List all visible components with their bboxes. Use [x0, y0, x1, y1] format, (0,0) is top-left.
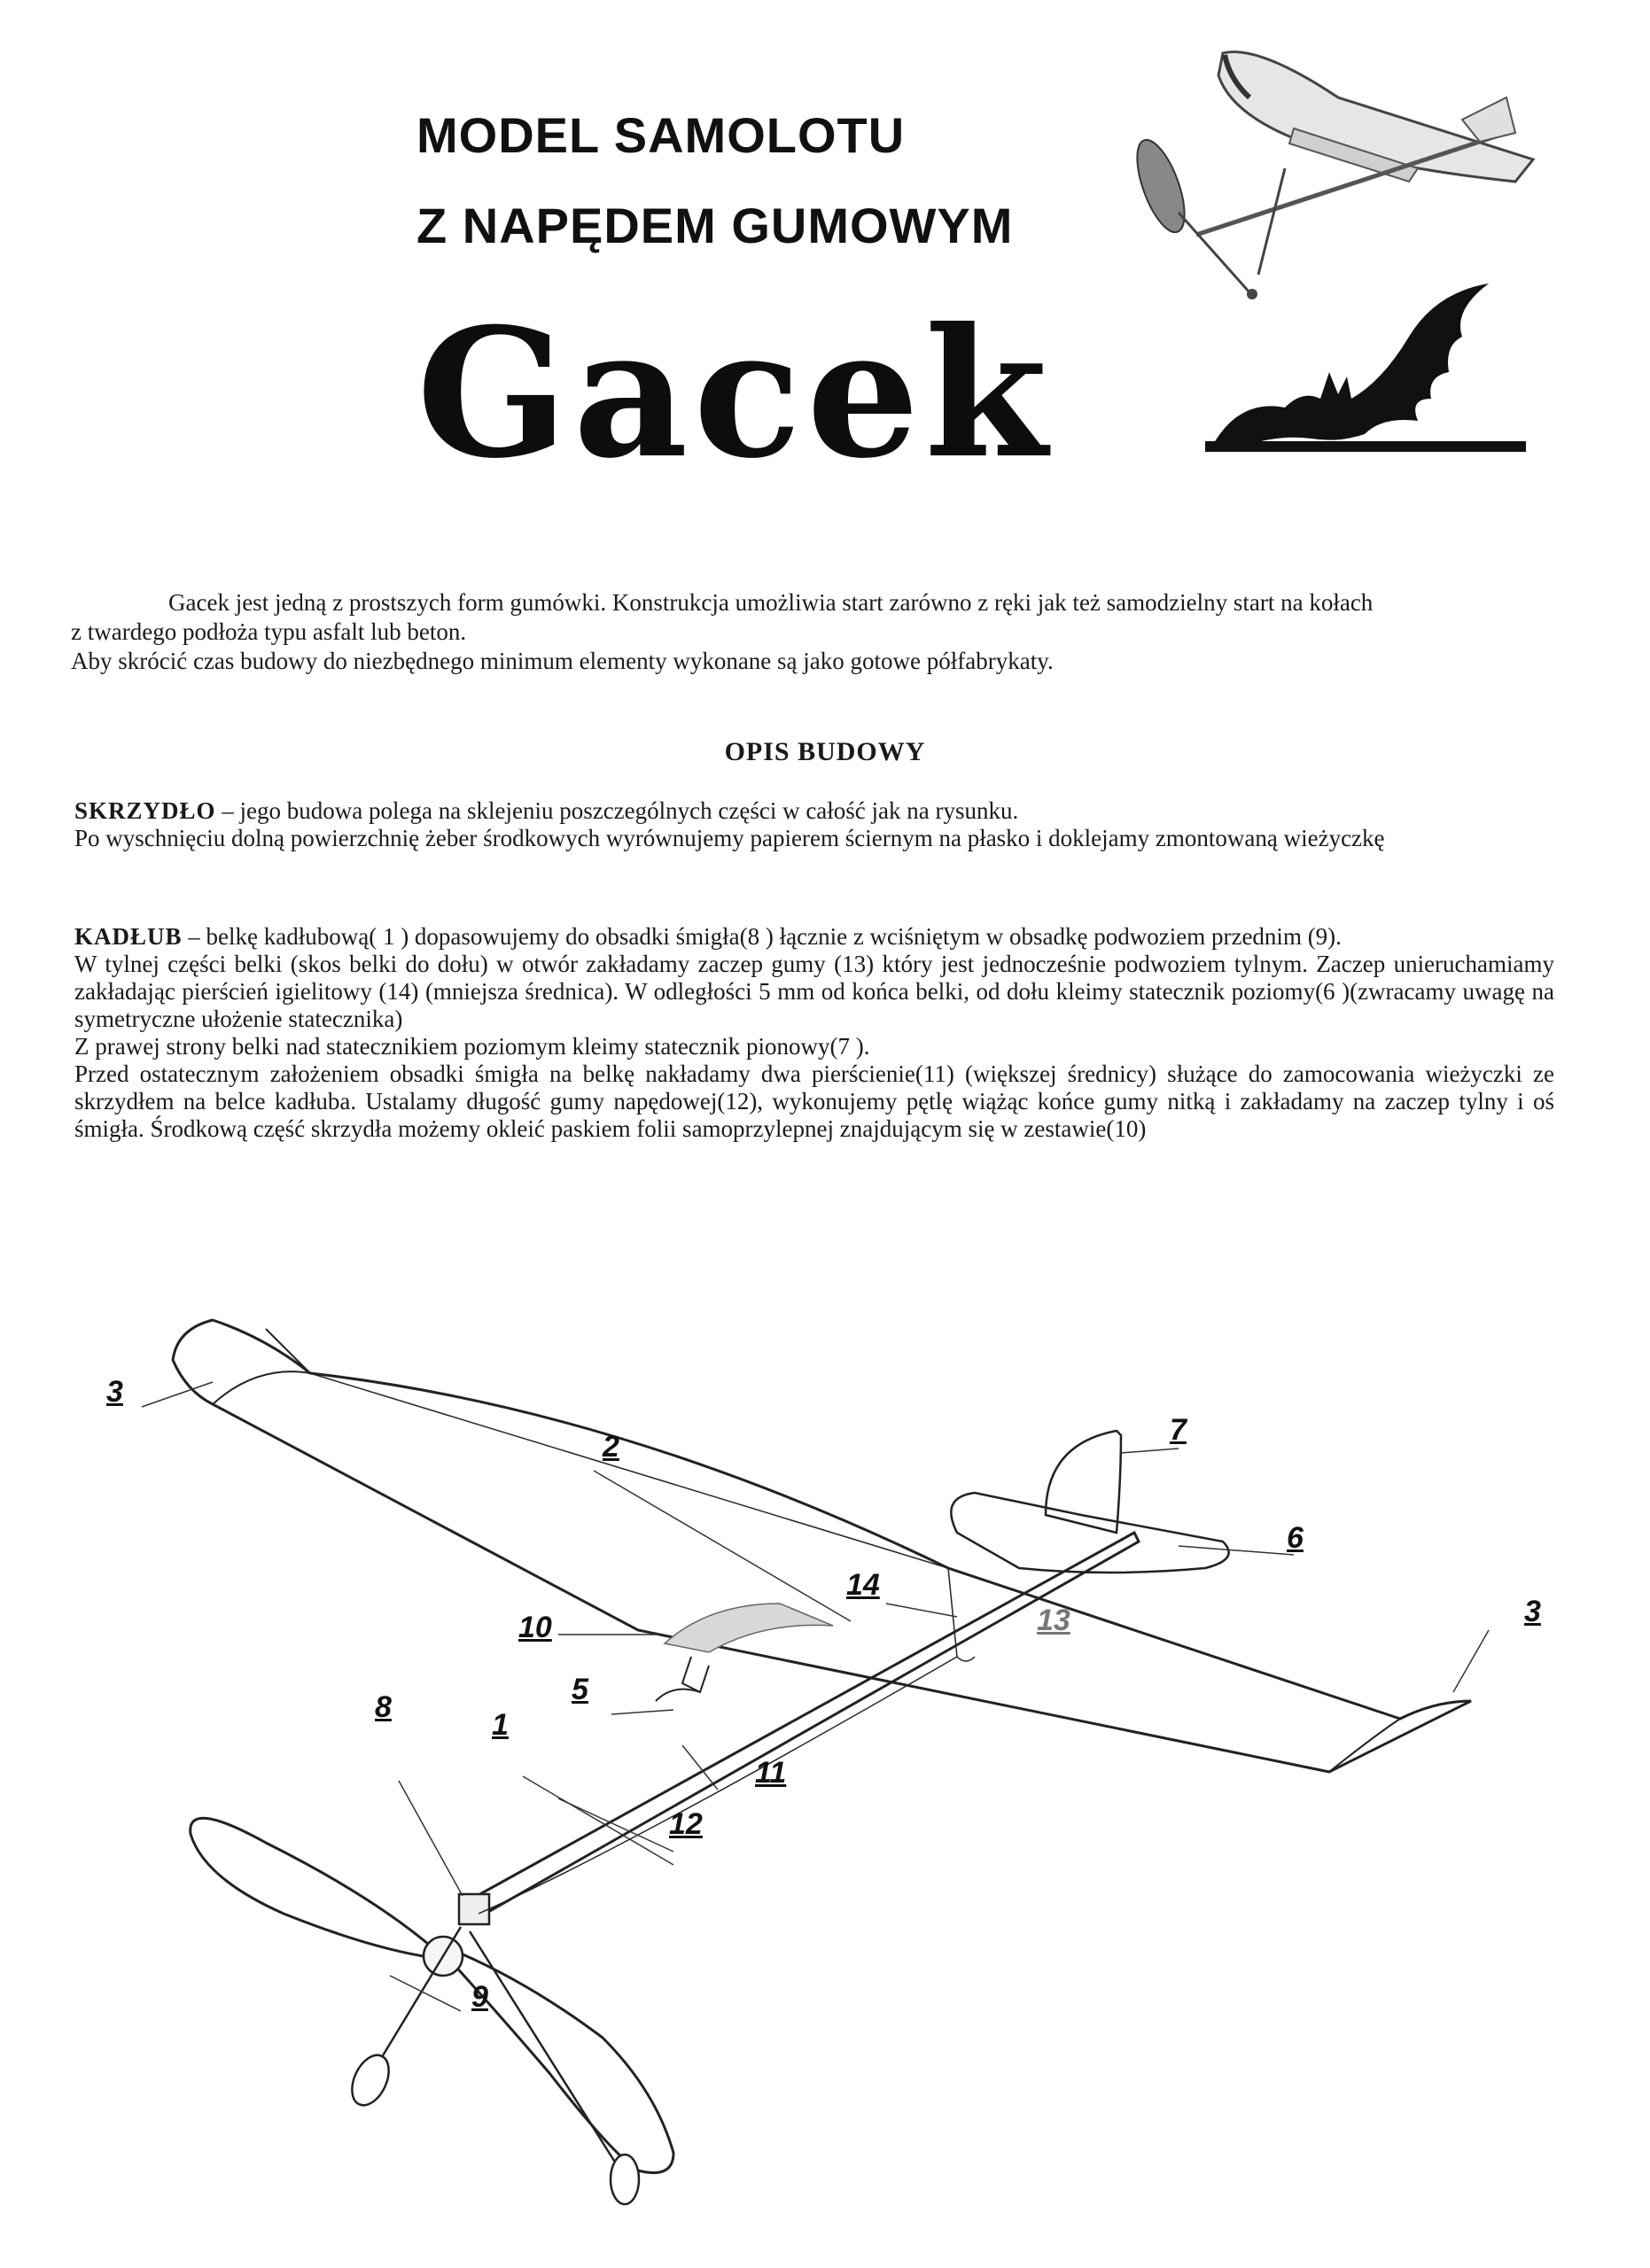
diagram-label-14: 14 — [846, 1568, 880, 1602]
fuselage-text-2: W tylnej części belki (skos belki do dołu) w otwór zakładamy zaczep gumy (13) który jest jednocześnie podwoziem tylnym. Zaczep unieruchamiamy zakładając pierścień igielitowy (14) (mniejsza średnica). W odległości 5 mm od końca belki, od dołu kleimy statecznik poziomy(6 )(zwracamy uwagę na symetryczne ułożenie statecznika) — [74, 951, 1554, 1032]
fuselage-text-3: Z prawej strony belki nad statecznikiem poziomym kleimy statecznik pionowy(7 ). — [74, 1033, 870, 1060]
wing-heading: SKRZYDŁO — [74, 797, 216, 824]
wing-text-1: – jego budowa polega na sklejeniu poszczególnych części w całość jak na rysunku. — [215, 797, 1019, 824]
logo-text: Gacek — [416, 290, 1053, 498]
diagram-label-5: 5 — [572, 1673, 588, 1706]
diagram-label-3-right: 3 — [1524, 1595, 1541, 1628]
diagram-label-6: 6 — [1287, 1521, 1304, 1555]
section-title: OPIS BUDOWY — [724, 737, 926, 766]
diagram-label-7: 7 — [1170, 1413, 1187, 1447]
diagram-label-11: 11 — [755, 1756, 787, 1790]
intro-line-3: Aby skrócić czas budowy do niezbędnego minimum elementy wykonane są jako gotowe półfabrykaty. — [71, 648, 1054, 674]
fuselage-heading: KADŁUB — [74, 923, 183, 950]
wing-paragraph — [74, 797, 1554, 852]
title-line-2: Z NAPĘDEM GUMOWYM — [416, 198, 1014, 253]
diagram-label-3-left: 3 — [106, 1375, 123, 1409]
wing-text-2: Po wyschnięciu dolną powierzchnię żeber środkowych wyrównujemy papierem ściernym na płasko i doklejamy zmontowaną wieżyczkę — [74, 825, 1385, 851]
diagram-label-13: 13 — [1037, 1604, 1070, 1637]
diagram-label-12: 12 — [669, 1807, 703, 1841]
diagram-label-8: 8 — [375, 1690, 392, 1724]
fuselage-text-1: – belkę kadłubową( 1 ) dopasowujemy do obsadki śmigła(8 ) łącznie z wciśniętym w obsadkę podwoziem przednim (9). — [182, 923, 1342, 950]
diagram-label-2: 2 — [603, 1430, 619, 1464]
intro-line-2: z twardego podłoża typu asfalt lub beton. — [71, 618, 467, 645]
bat-logo-icon — [1205, 266, 1533, 470]
assembly-diagram — [0, 1276, 1650, 2250]
title-line-1: MODEL SAMOLOTU — [416, 107, 906, 163]
diagram-label-9: 9 — [471, 1980, 488, 2014]
fuselage-text-4: Przed ostatecznym założeniem obsadki śmigła na belkę nakładamy dwa pierścienie(11) (większej średnicy) służące do zamocowania wieżyczki ze skrzydłem na belce kadłuba. Ustalamy długość gumy napędowej(12), wykonujemy pętlę wiążąc końce gumy nitką i zakładamy na zaczep tylny i oś śmigła. Środkową część skrzydła możemy okleić paskiem folii samoprzylepnej znajdującym się w zestawie(10) — [74, 1060, 1554, 1142]
intro-line-1: Gacek jest jedną z prostszych form gumówki. Konstrukcja umożliwia start zarówno z ręki jak też samodzielny start na kołach — [168, 589, 1374, 616]
diagram-label-1: 1 — [492, 1708, 509, 1742]
diagram-label-10: 10 — [518, 1611, 552, 1644]
fuselage-paragraph — [74, 923, 1554, 1143]
